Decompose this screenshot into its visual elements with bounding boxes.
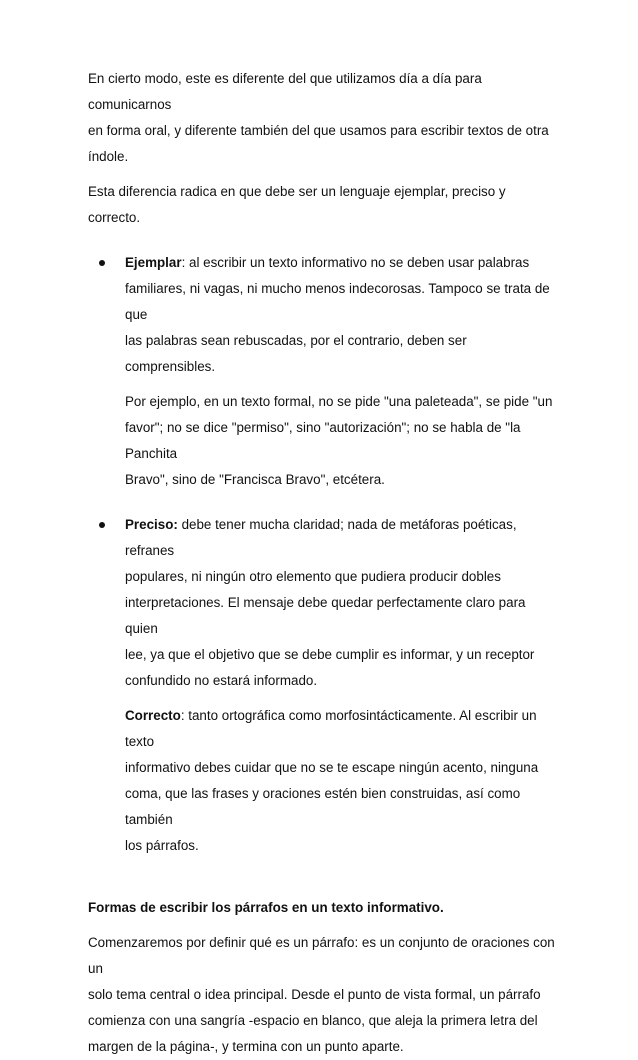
closing-line: Comenzaremos por definir qué es un párrafo: es un conjunto de oraciones con un xyxy=(88,935,555,976)
bullet-line: lee, ya que el objetivo que se debe cumplir es informar, y un receptor xyxy=(125,647,535,662)
example-paragraph xyxy=(88,389,558,493)
bullet-line: las palabras sean rebuscadas, por el contrario, deben ser comprensibles. xyxy=(125,333,467,374)
intro-paragraph xyxy=(88,66,558,170)
example-line: Bravo", sino de "Francisca Bravo", etcétera. xyxy=(125,472,385,487)
bullet-line: Ejemplar: al escribir un texto informativo no se deben usar palabras xyxy=(125,255,530,270)
bullet-term: Preciso: xyxy=(125,517,178,532)
closing-paragraph xyxy=(88,930,558,1060)
bullet-line: familiares, ni vagas, ni mucho menos indecorosas. Tampoco se trata de que xyxy=(125,281,550,322)
section-heading: Formas de escribir los párrafos en un texto informativo. xyxy=(88,900,444,915)
bullet-term: Ejemplar xyxy=(125,255,182,270)
intro-line: índole. xyxy=(88,149,129,164)
closing-line: comienza con una sangría -espacio en blanco, que aleja la primera letra del xyxy=(88,1013,538,1028)
correcto-line: los párrafos. xyxy=(125,838,199,853)
statement-paragraph: Esta diferencia radica en que debe ser un lenguaje ejemplar, preciso y correcto. xyxy=(88,184,506,225)
correcto-line: informativo debes cuidar que no se te escape ningún acento, ninguna xyxy=(125,760,539,775)
closing-line: margen de la página-, y termina con un punto aparte. xyxy=(88,1039,404,1054)
intro-line: En cierto modo, este es diferente del que utilizamos día a día para comunicarnos xyxy=(88,71,482,112)
bullet-item-ejemplar xyxy=(88,250,558,380)
document-page xyxy=(88,66,558,1060)
intro-line: en forma oral, y diferente también del que usamos para escribir textos de otra xyxy=(88,123,549,138)
correcto-term: Correcto xyxy=(125,708,181,723)
bullet-line: populares, ni ningún otro elemento que pudiera producir dobles xyxy=(125,569,501,584)
example-line: favor"; no se dice "permiso", sino "autorización"; no se habla de "la Panchita xyxy=(125,420,521,461)
bullet-item-preciso xyxy=(88,512,558,694)
bullet-line: Preciso: debe tener mucha claridad; nada de metáforas poéticas, refranes xyxy=(125,517,517,558)
bullet-line: confundido no estará informado. xyxy=(125,673,318,688)
correcto-line: Correcto: tanto ortográfica como morfosintácticamente. Al escribir un texto xyxy=(125,708,537,749)
bullet-line: interpretaciones. El mensaje debe quedar perfectamente claro para quien xyxy=(125,595,526,636)
closing-line: solo tema central o idea principal. Desde el punto de vista formal, un párrafo xyxy=(88,987,541,1002)
bullet-icon xyxy=(99,522,105,528)
example-line: Por ejemplo, en un texto formal, no se pide "una paleteada", se pide "un xyxy=(125,394,553,409)
correcto-paragraph xyxy=(88,703,558,859)
bullet-icon xyxy=(99,260,105,266)
correcto-line: coma, que las frases y oraciones estén bien construidas, así como también xyxy=(125,786,521,827)
